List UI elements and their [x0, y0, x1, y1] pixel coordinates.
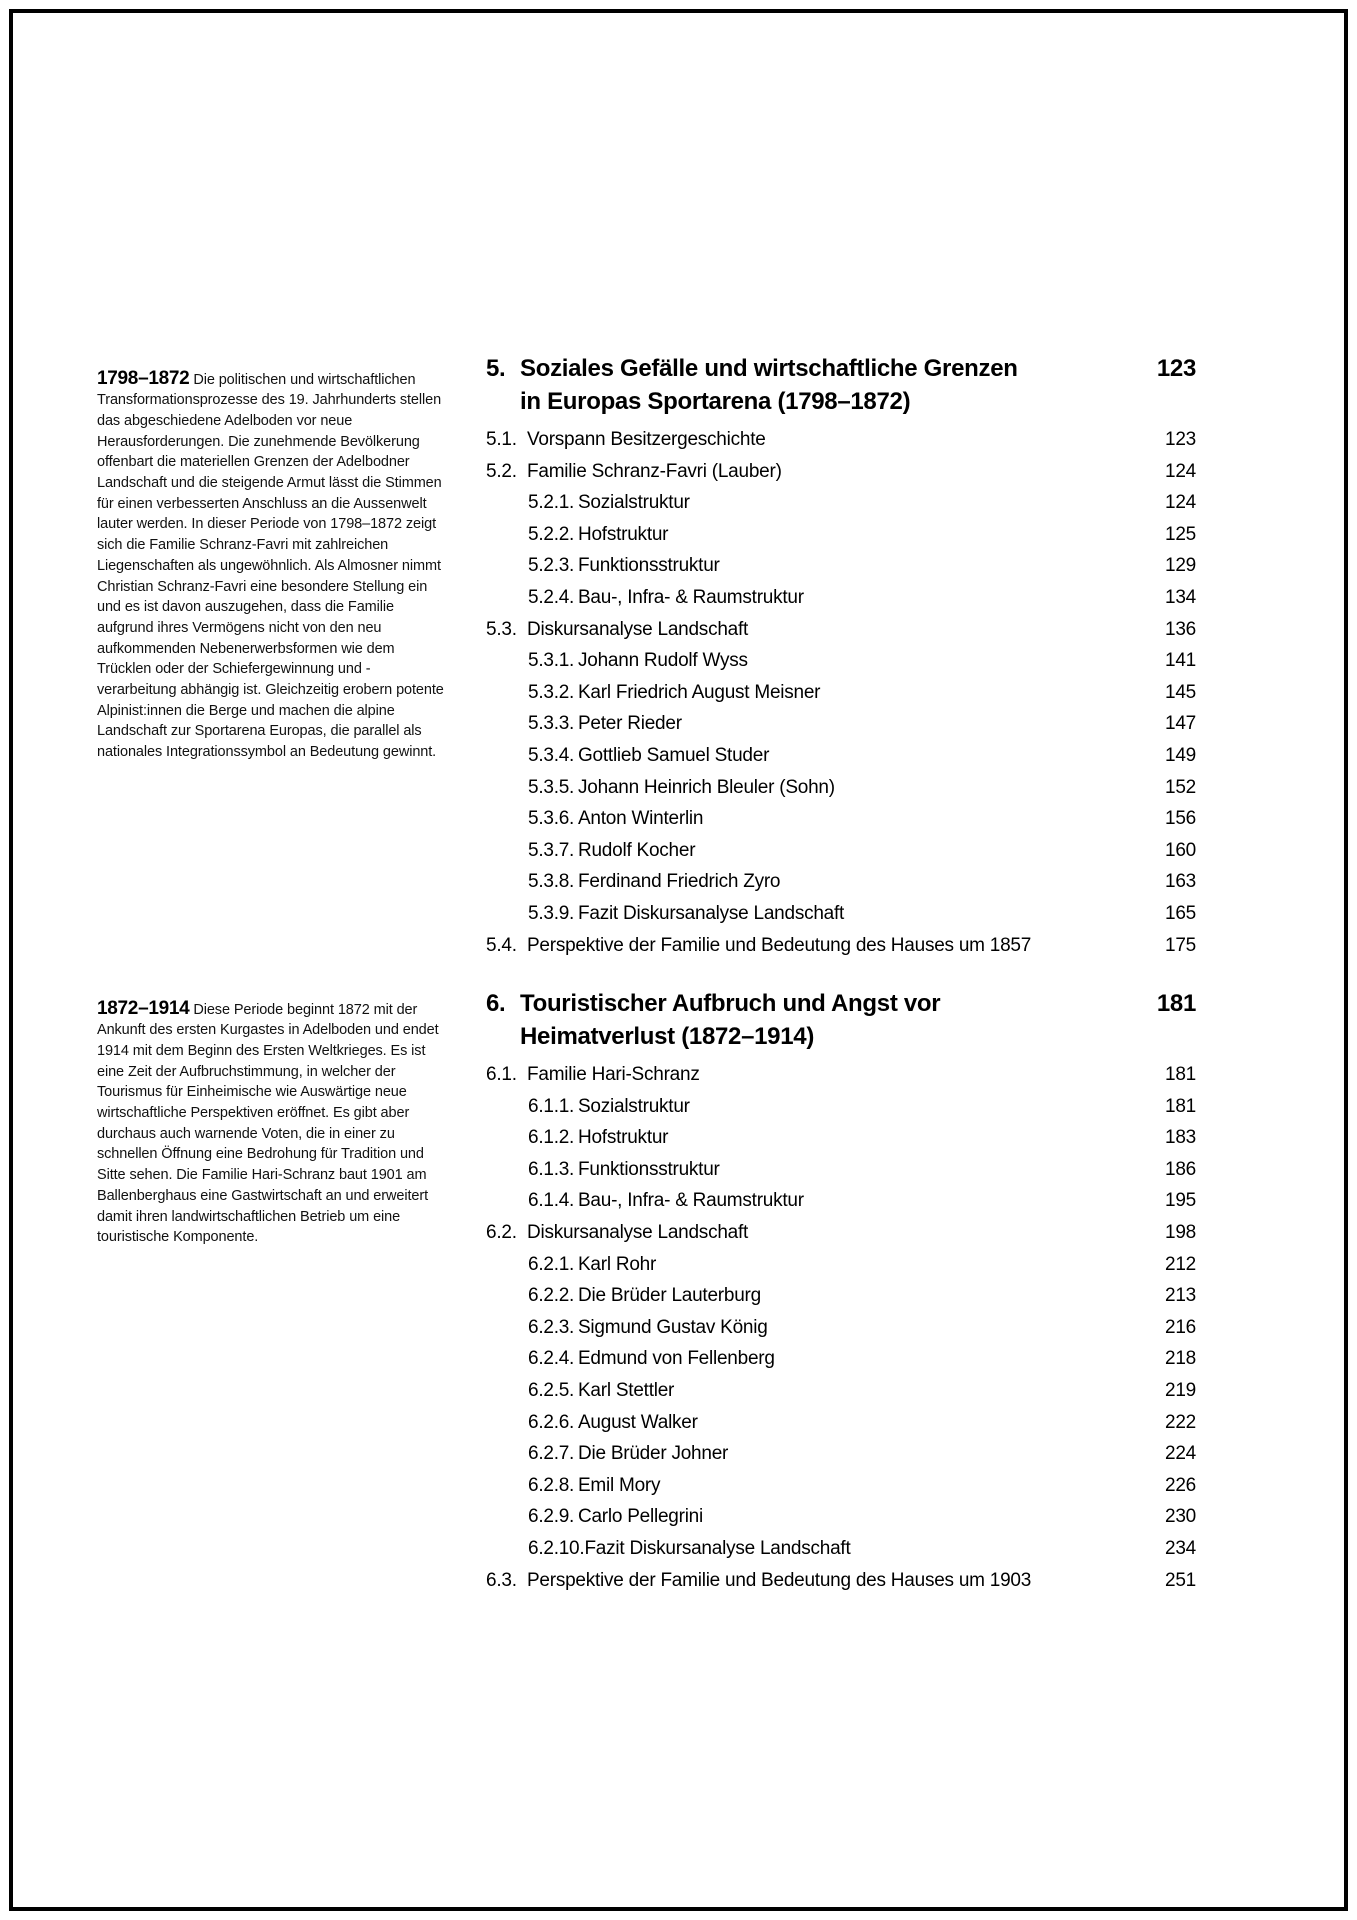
toc-entry-page-number: 124	[1165, 492, 1196, 514]
toc-entry-page-number: 219	[1165, 1380, 1196, 1402]
toc-entry-title: Karl Stettler	[578, 1380, 675, 1402]
toc-entry-number: 6.2.9.	[528, 1506, 575, 1528]
toc-entry	[486, 1059, 1196, 1091]
toc-entry	[486, 1501, 1196, 1533]
toc-entry-page-number: 186	[1165, 1158, 1196, 1180]
toc-entry-number: 5.1.	[486, 429, 517, 450]
toc-entry	[486, 1091, 1196, 1123]
toc-entry-title: Diskursanalyse Landschaft	[527, 1222, 749, 1244]
toc-entry	[486, 424, 1196, 456]
toc-entry	[486, 1533, 1196, 1565]
toc-entry	[486, 487, 1196, 519]
toc-entry	[486, 740, 1196, 772]
toc-entry-number: 6.2.5.	[528, 1380, 575, 1402]
toc-section-title-line2: Heimatverlust (1872–1914)	[520, 1023, 815, 1051]
toc-entry-page-number: 156	[1165, 808, 1196, 830]
toc-entry-number: 5.3.9.	[528, 902, 575, 924]
toc-entry-number: 5.3.2.	[528, 681, 575, 703]
toc-entry-title: Carlo Pellegrini	[578, 1506, 703, 1528]
toc-entry-title: Edmund von Fellenberg	[578, 1348, 775, 1370]
toc-entry-number: 5.3.6.	[528, 808, 575, 830]
toc-entry-page-number: 175	[1165, 934, 1196, 956]
toc-section-title-line1: Soziales Gefälle und wirtschaftliche Grenzen	[520, 355, 1018, 382]
toc-entry-number: 6.2.10.	[528, 1538, 585, 1559]
toc-entry-number: 6.2.4.	[528, 1348, 575, 1370]
toc-entry	[486, 1470, 1196, 1502]
toc-entry-title: Anton Winterlin	[578, 808, 704, 830]
toc-entry	[486, 835, 1196, 867]
toc-entry	[486, 1343, 1196, 1375]
toc-entry-title: Ferdinand Friedrich Zyro	[578, 871, 781, 893]
toc-entry-page-number: 195	[1165, 1190, 1196, 1212]
toc-entry-number: 5.3.7.	[528, 839, 575, 861]
toc-entry-page-number: 145	[1165, 681, 1196, 703]
toc-entry-number: 5.4.	[486, 934, 517, 956]
toc-entry-number: 5.3.	[486, 618, 517, 640]
toc-entry-page-number: 212	[1165, 1253, 1196, 1275]
toc-entry-title: Vorspann Besitzergeschichte	[527, 429, 766, 450]
toc-entry-title: Hofstruktur	[578, 1127, 669, 1149]
toc-entry-page-number: 147	[1165, 713, 1196, 735]
toc-section-number: 6.	[486, 990, 506, 1018]
toc-section-number: 5.	[486, 355, 506, 382]
toc-entry-page-number: 160	[1165, 839, 1196, 861]
toc-entry	[486, 1122, 1196, 1154]
toc-entry	[486, 1249, 1196, 1281]
toc-entry-title: Funktionsstruktur	[578, 555, 720, 577]
margin-note-period-label: 1798–1872	[97, 367, 190, 389]
toc-entry-number: 5.3.8.	[528, 871, 575, 893]
toc-entry	[486, 1217, 1196, 1249]
toc-entry-number: 6.2.8.	[528, 1474, 575, 1496]
toc-entry-number: 6.2.3.	[528, 1316, 575, 1338]
toc-entry	[486, 930, 1196, 962]
toc-entry	[486, 677, 1196, 709]
toc-entry-title: Die Brüder Lauterburg	[578, 1285, 761, 1307]
toc-entry	[486, 898, 1196, 930]
toc-entry-title: Perspektive der Familie und Bedeutung des Hauses um 1903	[527, 1569, 1032, 1591]
toc-section-page-number: 181	[1156, 990, 1196, 1018]
toc-entry-page-number: 129	[1165, 555, 1196, 577]
toc-entry-number: 6.2.	[486, 1222, 517, 1244]
toc-entry	[486, 519, 1196, 551]
toc-entry	[486, 772, 1196, 804]
toc-entry-page-number: 213	[1165, 1285, 1196, 1307]
toc-entry-title: Perspektive der Familie und Bedeutung des Hauses um 1857	[527, 934, 1032, 956]
toc-entry	[486, 456, 1196, 488]
toc-entry	[486, 803, 1196, 835]
toc-entry	[486, 1154, 1196, 1186]
toc-entry-number: 5.3.5.	[528, 776, 575, 798]
toc-entry-title: Peter Rieder	[578, 713, 682, 735]
toc-entry	[486, 645, 1196, 677]
toc-entry-title: Emil Mory	[578, 1474, 661, 1496]
toc-entry	[486, 1407, 1196, 1439]
toc-entry-page-number: 251	[1165, 1569, 1196, 1591]
toc-entry-number: 6.1.3.	[528, 1158, 575, 1180]
toc-entry	[486, 550, 1196, 582]
toc-entry-title: Familie Schranz-Favri (Lauber)	[527, 460, 782, 482]
toc-entry-number: 5.2.3.	[528, 555, 575, 577]
toc-entry-number: 6.2.6.	[528, 1411, 575, 1433]
toc-section-title	[520, 352, 1157, 418]
toc-entry-page-number: 218	[1165, 1348, 1196, 1370]
toc-entry-page-number: 216	[1165, 1316, 1196, 1338]
toc-entry-number: 6.1.2.	[528, 1127, 575, 1149]
toc-entry	[486, 1185, 1196, 1217]
toc-entry-number: 6.2.2.	[528, 1285, 575, 1307]
toc-entry-title: Sigmund Gustav König	[578, 1316, 768, 1338]
toc-entry-title: Die Brüder Johner	[578, 1443, 729, 1465]
toc-entry	[486, 1565, 1196, 1597]
toc-entry-title: Sozialstruktur	[578, 492, 690, 514]
toc-entry-number: 5.2.	[486, 460, 517, 482]
toc-entry-title: Hofstruktur	[578, 523, 669, 545]
toc-entry-page-number: 152	[1165, 776, 1196, 798]
toc-entry-page-number: 230	[1165, 1506, 1196, 1528]
toc-entry-title: Bau-, Infra- & Raumstruktur	[578, 1190, 804, 1212]
toc-entry-title: Rudolf Kocher	[578, 839, 696, 861]
toc-entry-number: 6.1.1.	[528, 1095, 575, 1117]
toc-entry-number: 6.3.	[486, 1569, 517, 1591]
toc-entry-number: 5.3.4.	[528, 744, 575, 766]
toc-section-title-line2: in Europas Sportarena (1798–1872)	[520, 388, 911, 415]
toc-entry-title: Sozialstruktur	[578, 1095, 690, 1117]
toc-entry-page-number: 141	[1165, 650, 1196, 672]
toc-entry-title: Familie Hari-Schranz	[527, 1064, 700, 1086]
toc-entry-title: Fazit Diskursanalyse Landschaft	[578, 902, 845, 924]
toc-entry-page-number: 149	[1165, 744, 1196, 766]
toc-entry-title: Karl Rohr	[578, 1253, 657, 1275]
toc-entry-title: Karl Friedrich August Meisner	[578, 681, 821, 703]
toc-entry-number: 6.1.4.	[528, 1190, 575, 1212]
toc-entry	[486, 866, 1196, 898]
toc-entry	[486, 1312, 1196, 1344]
toc-entry	[486, 1438, 1196, 1470]
toc-section-title-line1: Touristischer Aufbruch und Angst vor	[520, 990, 941, 1018]
toc-entry-title: Bau-, Infra- & Raumstruktur	[578, 586, 804, 608]
toc-entry-page-number: 124	[1165, 460, 1196, 482]
toc-entry-number: 6.1.	[486, 1064, 517, 1086]
toc-entry-number: 5.2.1.	[528, 492, 575, 514]
toc-section-header	[486, 352, 1196, 418]
toc-entry-page-number: 136	[1165, 618, 1196, 640]
toc-entry	[486, 1375, 1196, 1407]
toc-entry-title: Funktionsstruktur	[578, 1158, 720, 1180]
toc-entry-page-number: 134	[1165, 586, 1196, 608]
toc-section-header	[486, 987, 1196, 1053]
toc-entry	[486, 708, 1196, 740]
toc-entry-number: 5.3.1.	[528, 650, 575, 672]
toc-entry-page-number: 234	[1165, 1538, 1196, 1559]
margin-note-1798-1872	[97, 369, 449, 763]
toc-entry-number: 6.2.1.	[528, 1253, 575, 1275]
toc-entry-title: Gottlieb Samuel Studer	[578, 744, 770, 766]
toc-entry-title: Fazit Diskursanalyse Landschaft	[584, 1538, 851, 1559]
toc-entry	[486, 1280, 1196, 1312]
toc-entry-title: Diskursanalyse Landschaft	[527, 618, 749, 640]
table-of-contents	[486, 352, 1196, 1596]
toc-entry-number: 5.3.3.	[528, 713, 575, 735]
toc-entry-number: 5.2.4.	[528, 586, 575, 608]
toc-entry-page-number: 198	[1165, 1222, 1196, 1244]
toc-section-page-number: 123	[1156, 355, 1196, 382]
toc-entry-page-number: 222	[1165, 1411, 1196, 1433]
margin-note-text: Diese Periode beginnt 1872 mit der Ankunft des ersten Kurgastes in Adelboden und endet 1914 mit dem Beginn des Ersten Weltkrieges. Es ist eine Zeit der Aufbruchstimmung, in welcher der Tourismus für Einheimische wie Auswärtige neue wirtschaftliche Perspektiven eröffnet. Es gibt aber durchaus auch warnende Voten, die in einer zu schnellen Öffnung eine Bedrohung für Tradition und Sitte sehen. Die Familie Hari-Schranz baut 1901 am Ballenberghaus eine Gastwirtschaft an und erweitert damit ihren landwirtschaftlichen Betrieb um eine touristische Komponente.	[97, 1001, 439, 1246]
margin-note-period-label: 1872–1914	[97, 997, 190, 1019]
toc-entry-title: Johann Heinrich Bleuler (Sohn)	[578, 776, 835, 798]
toc-entry-page-number: 125	[1165, 523, 1196, 545]
toc-entry	[486, 582, 1196, 614]
toc-entry-number: 6.2.7.	[528, 1443, 575, 1465]
toc-entry-number: 5.2.2.	[528, 523, 575, 545]
toc-section-title	[520, 987, 1157, 1053]
toc-entry-page-number: 224	[1165, 1443, 1196, 1465]
margin-note-1872-1914	[97, 999, 449, 1248]
toc-entry-page-number: 123	[1165, 429, 1196, 450]
toc-entry-page-number: 226	[1165, 1474, 1196, 1496]
toc-entry-page-number: 165	[1165, 902, 1196, 924]
toc-entry-page-number: 183	[1165, 1127, 1196, 1149]
margin-note-text: Die politischen und wirtschaftlichen Transformationsprozesse des 19. Jahrhunderts stellen das abgeschiedene Adelboden vor neue Herausforderungen. Die zunehmende Bevölkerung offenbart die materiellen Grenzen der Adelbodner Landschaft und die steigende Armut lässt die Stimmen für einen verbesserten Anschluss an die Aussenwelt lauter werden. In dieser Periode von 1798–1872 zeigt sich die Familie Schranz-Favri mit zahlreichen Liegenschaften als ungewöhnlich. Als Almosner nimmt Christian Schranz-Favri eine besondere Stellung ein und es ist davon auszugehen, dass die Familie aufgrund ihres Vermögens nicht von den neu aufkommenden Nebenerwerbsformen wie dem Trücklen oder der Schiefergewinnung und -verarbeitung abhängig ist. Gleichzeitig erobern potente Alpinist:innen die Berge und machen die alpine Landschaft zur Sportarena Europas, die parallel als nationales Integrationssymbol an Bedeutung gewinnt.	[97, 371, 444, 761]
toc-entry-page-number: 163	[1165, 871, 1196, 893]
toc-entry-page-number: 181	[1165, 1064, 1196, 1086]
toc-entry	[486, 614, 1196, 646]
toc-entry-title: Johann Rudolf Wyss	[578, 650, 748, 672]
toc-entry-title: August Walker	[578, 1411, 698, 1433]
toc-entry-page-number: 181	[1165, 1095, 1196, 1117]
